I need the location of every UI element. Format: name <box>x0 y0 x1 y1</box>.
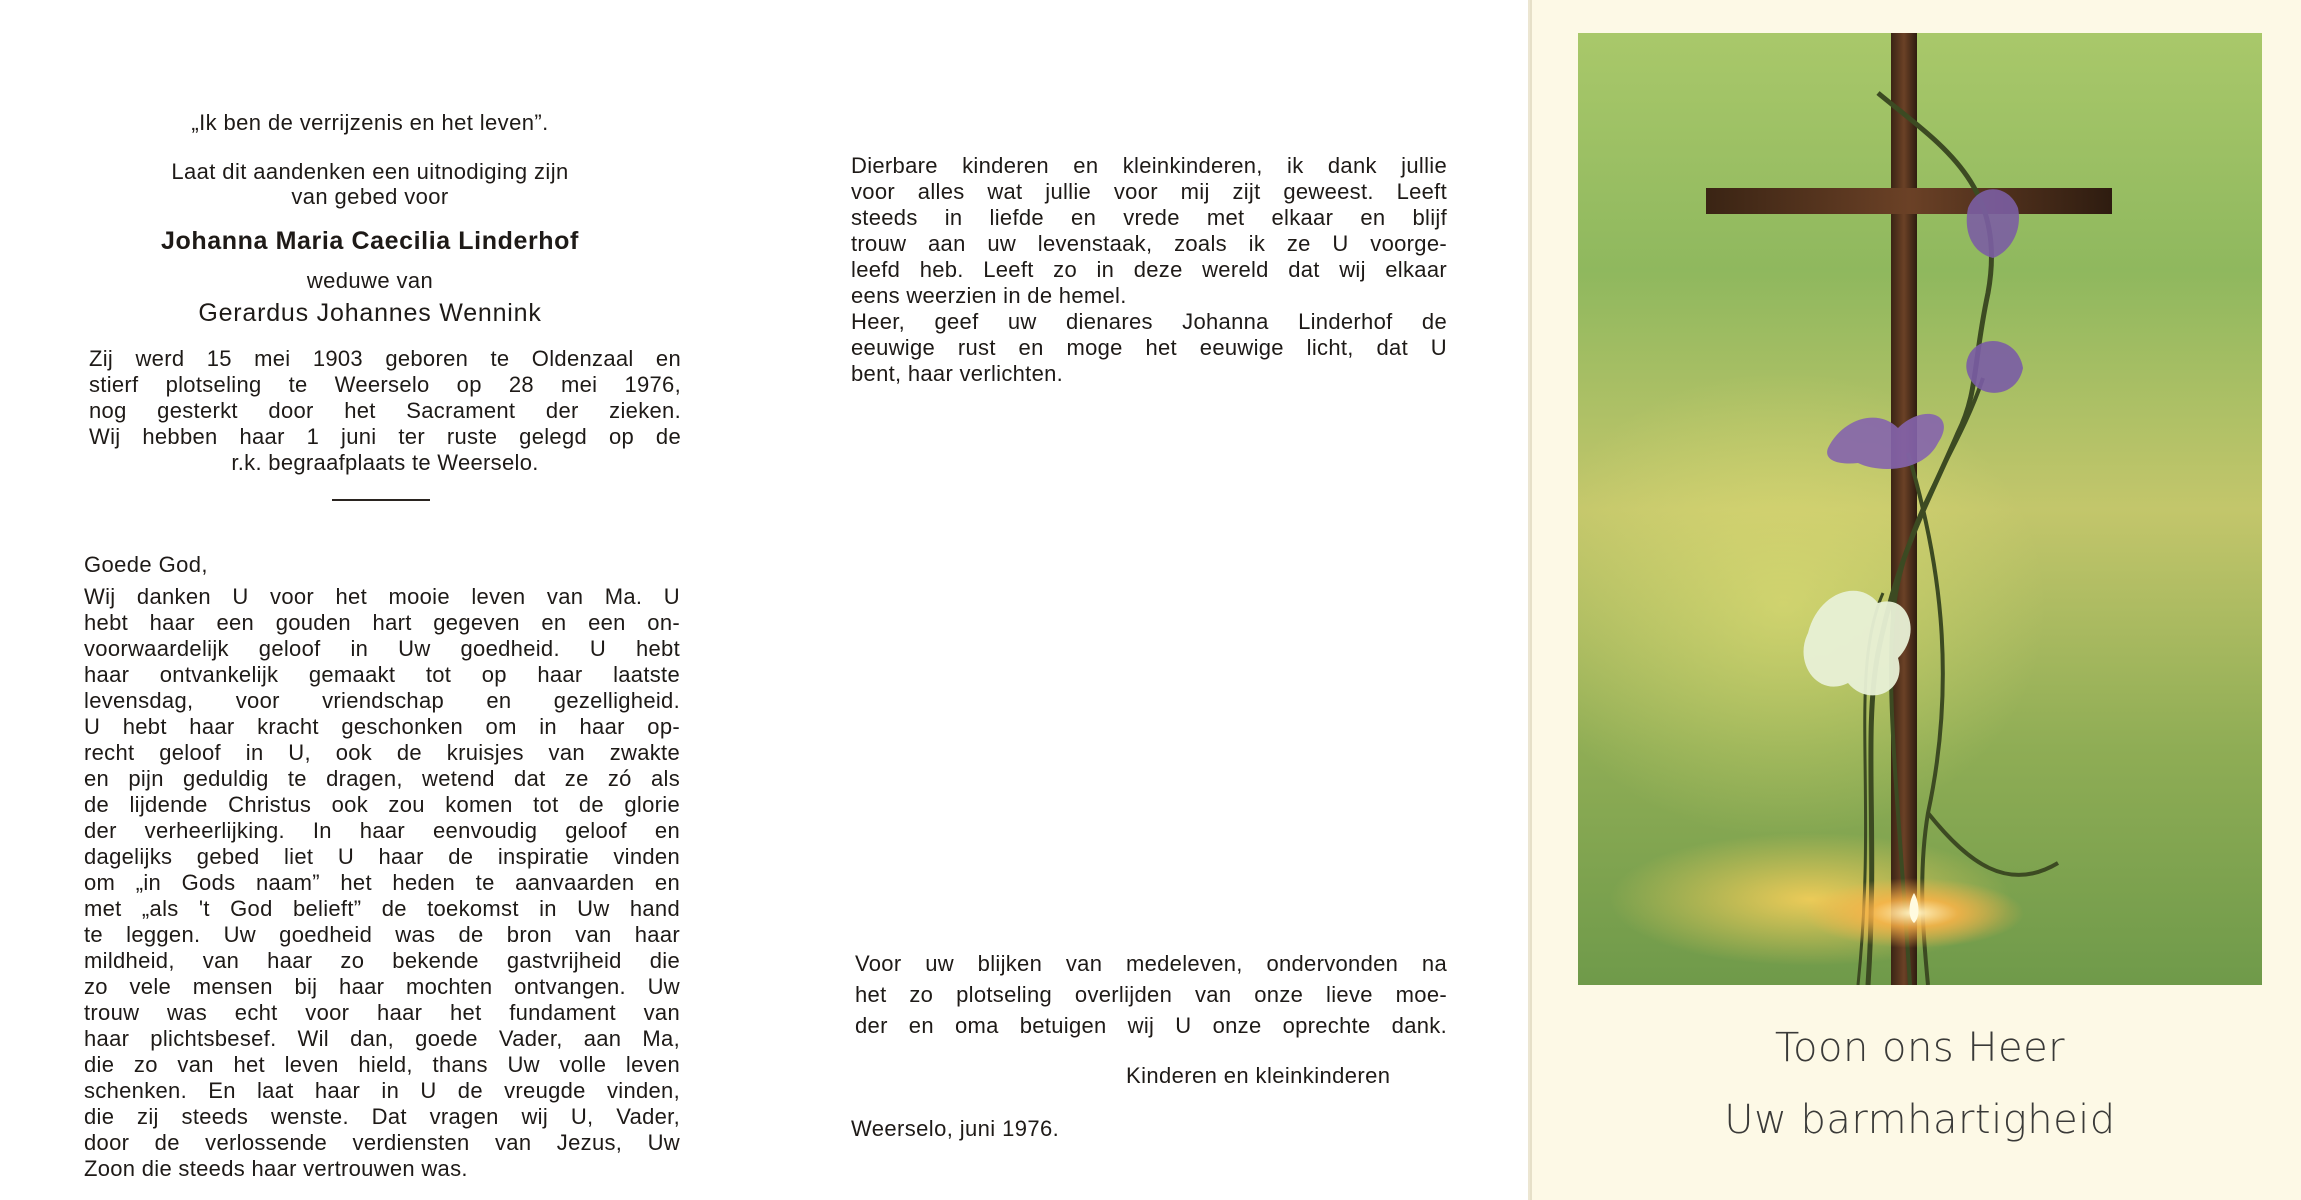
prayer-line: door de verlossende verdiensten van Jezus, Uw <box>84 1130 680 1155</box>
prayer-line: te leggen. Uw goedheid was de bron van haar <box>84 922 680 947</box>
prayer-line: Wij danken U voor het mooie leven van Ma. U <box>84 584 680 609</box>
deceased-name: Johanna Maria Caecilia Linderhof <box>161 227 579 255</box>
divider <box>332 499 430 501</box>
prayer-line: der verheerlijking. In haar eenvoudig geloof en <box>84 818 680 843</box>
farewell-message <box>851 153 1447 387</box>
prayer-line: U hebt haar kracht geschonken om in haar op- <box>84 714 680 739</box>
intro-line-2: van gebed voor <box>291 184 449 209</box>
message-line: Heer, geef uw dienares Johanna Linderhof de <box>851 309 1447 334</box>
thanks-line: der en oma betuigen wij U onze oprechte dank. <box>855 1013 1447 1038</box>
thanks-text <box>855 948 1447 1041</box>
white-flower <box>1804 591 1911 696</box>
bio-line: r.k. begraafplaats te Weerselo. <box>231 450 539 475</box>
widow-of: weduwe van <box>306 268 434 293</box>
message-line: bent, haar verlichten. <box>851 361 1064 386</box>
prayer-line: haar plichtsbesef. Wil dan, goede Vader, aan Ma, <box>84 1026 680 1051</box>
thanks-line: Voor uw blijken van medeleven, ondervonden na <box>855 951 1447 976</box>
prayer-line: die zo van het leven hield, thans Uw volle leven <box>84 1052 680 1077</box>
intro-line-1: Laat dit aandenken een uitnodiging zijn <box>171 159 569 184</box>
caption-line-1: Toon ons Heer <box>1774 1025 2066 1071</box>
quote: „Ik ben de verrijzenis en het leven”. <box>191 110 549 135</box>
bell-flower <box>1827 414 1944 469</box>
leaf <box>1928 813 2058 875</box>
prayer-line: de lijdende Christus ook zou komen tot de glorie <box>84 792 680 817</box>
prayer-line: mildheid, van haar zo bekende gastvrijheid die <box>84 948 680 973</box>
bio-line: Zij werd 15 mei 1903 geboren te Oldenzaal en <box>89 346 681 371</box>
prayer-line: schenken. En laat haar in U de vreugde vinden, <box>84 1078 680 1103</box>
message-line: steeds in liefde en vrede met elkaar en blijf <box>851 205 1447 230</box>
thanks-line: het zo plotseling overlijden van onze lieve moe- <box>855 982 1447 1007</box>
prayer-line: recht geloof in U, ook de kruisjes van zwakte <box>84 740 680 765</box>
caption-line-2: Uw barmhartigheid <box>1724 1097 2116 1143</box>
signature: Kinderen en kleinkinderen <box>1126 1063 1391 1088</box>
place-date: Weerselo, juni 1976. <box>851 1116 1060 1141</box>
middle-page <box>740 0 1530 1200</box>
prayer-line: en pijn geduldig te dragen, wetend dat ze zó als <box>84 766 680 791</box>
cross-horizontal-beam <box>1706 188 2112 214</box>
prayer-text <box>84 584 680 1182</box>
cross-vertical-beam <box>1891 33 1917 985</box>
bio-line: stierf plotseling te Weerselo op 28 mei 1976, <box>89 372 681 397</box>
prayer-line: zo vele mensen bij haar mochten ontvangen. Uw <box>84 974 680 999</box>
prayer-line: voorwaardelijk geloof in Uw goedheid. U hebt <box>84 636 680 661</box>
biography <box>89 346 681 476</box>
left-page <box>0 0 740 1200</box>
cross-illustration <box>1578 33 2262 985</box>
prayer-heading: Goede God, <box>84 552 208 577</box>
message-line: voor alles wat jullie voor mij zijt geweest. Leeft <box>851 179 1447 204</box>
prayer-line: trouw was echt voor haar het fundament van <box>84 1000 680 1025</box>
prayer-line: levensdag, voor vriendschap en gezelligheid. <box>84 688 680 713</box>
message-line: Dierbare kinderen en kleinkinderen, ik dank jullie <box>851 153 1447 178</box>
bio-line: nog gesterkt door het Sacrament der zieken. <box>89 398 681 423</box>
prayer-line: die zij steeds wenste. Dat vragen wij U, Vader, <box>84 1104 680 1129</box>
bell-flower <box>1967 189 2019 258</box>
prayer-line: om „in Gods naam” het heden te aanvaarden en <box>84 870 680 895</box>
bio-line: Wij hebben haar 1 juni ter ruste gelegd op de <box>89 424 681 449</box>
prayer-line: met „als 't God belieft” de toekomst in Uw hand <box>84 896 680 921</box>
husband-name: Gerardus Johannes Wennink <box>198 299 542 327</box>
prayer-line: dagelijks gebed liet U haar de inspiratie vinden <box>84 844 680 869</box>
message-line: trouw aan uw levenstaak, zoals ik ze U voorge- <box>851 231 1447 256</box>
message-line: leefd heb. Leeft zo in deze wereld dat wij elkaar <box>851 257 1447 282</box>
message-line: eeuwige rust en moge het eeuwige licht, dat U <box>851 335 1447 360</box>
prayer-line: haar ontvankelijk gemaakt tot op haar laatste <box>84 662 680 687</box>
message-line: eens weerzien in de hemel. <box>851 283 1127 308</box>
prayer-line: Zoon die steeds haar vertrouwen was. <box>84 1156 468 1181</box>
cross-photo <box>1578 33 2262 985</box>
prayer-line: hebt haar een gouden hart gegeven en een on- <box>84 610 680 635</box>
